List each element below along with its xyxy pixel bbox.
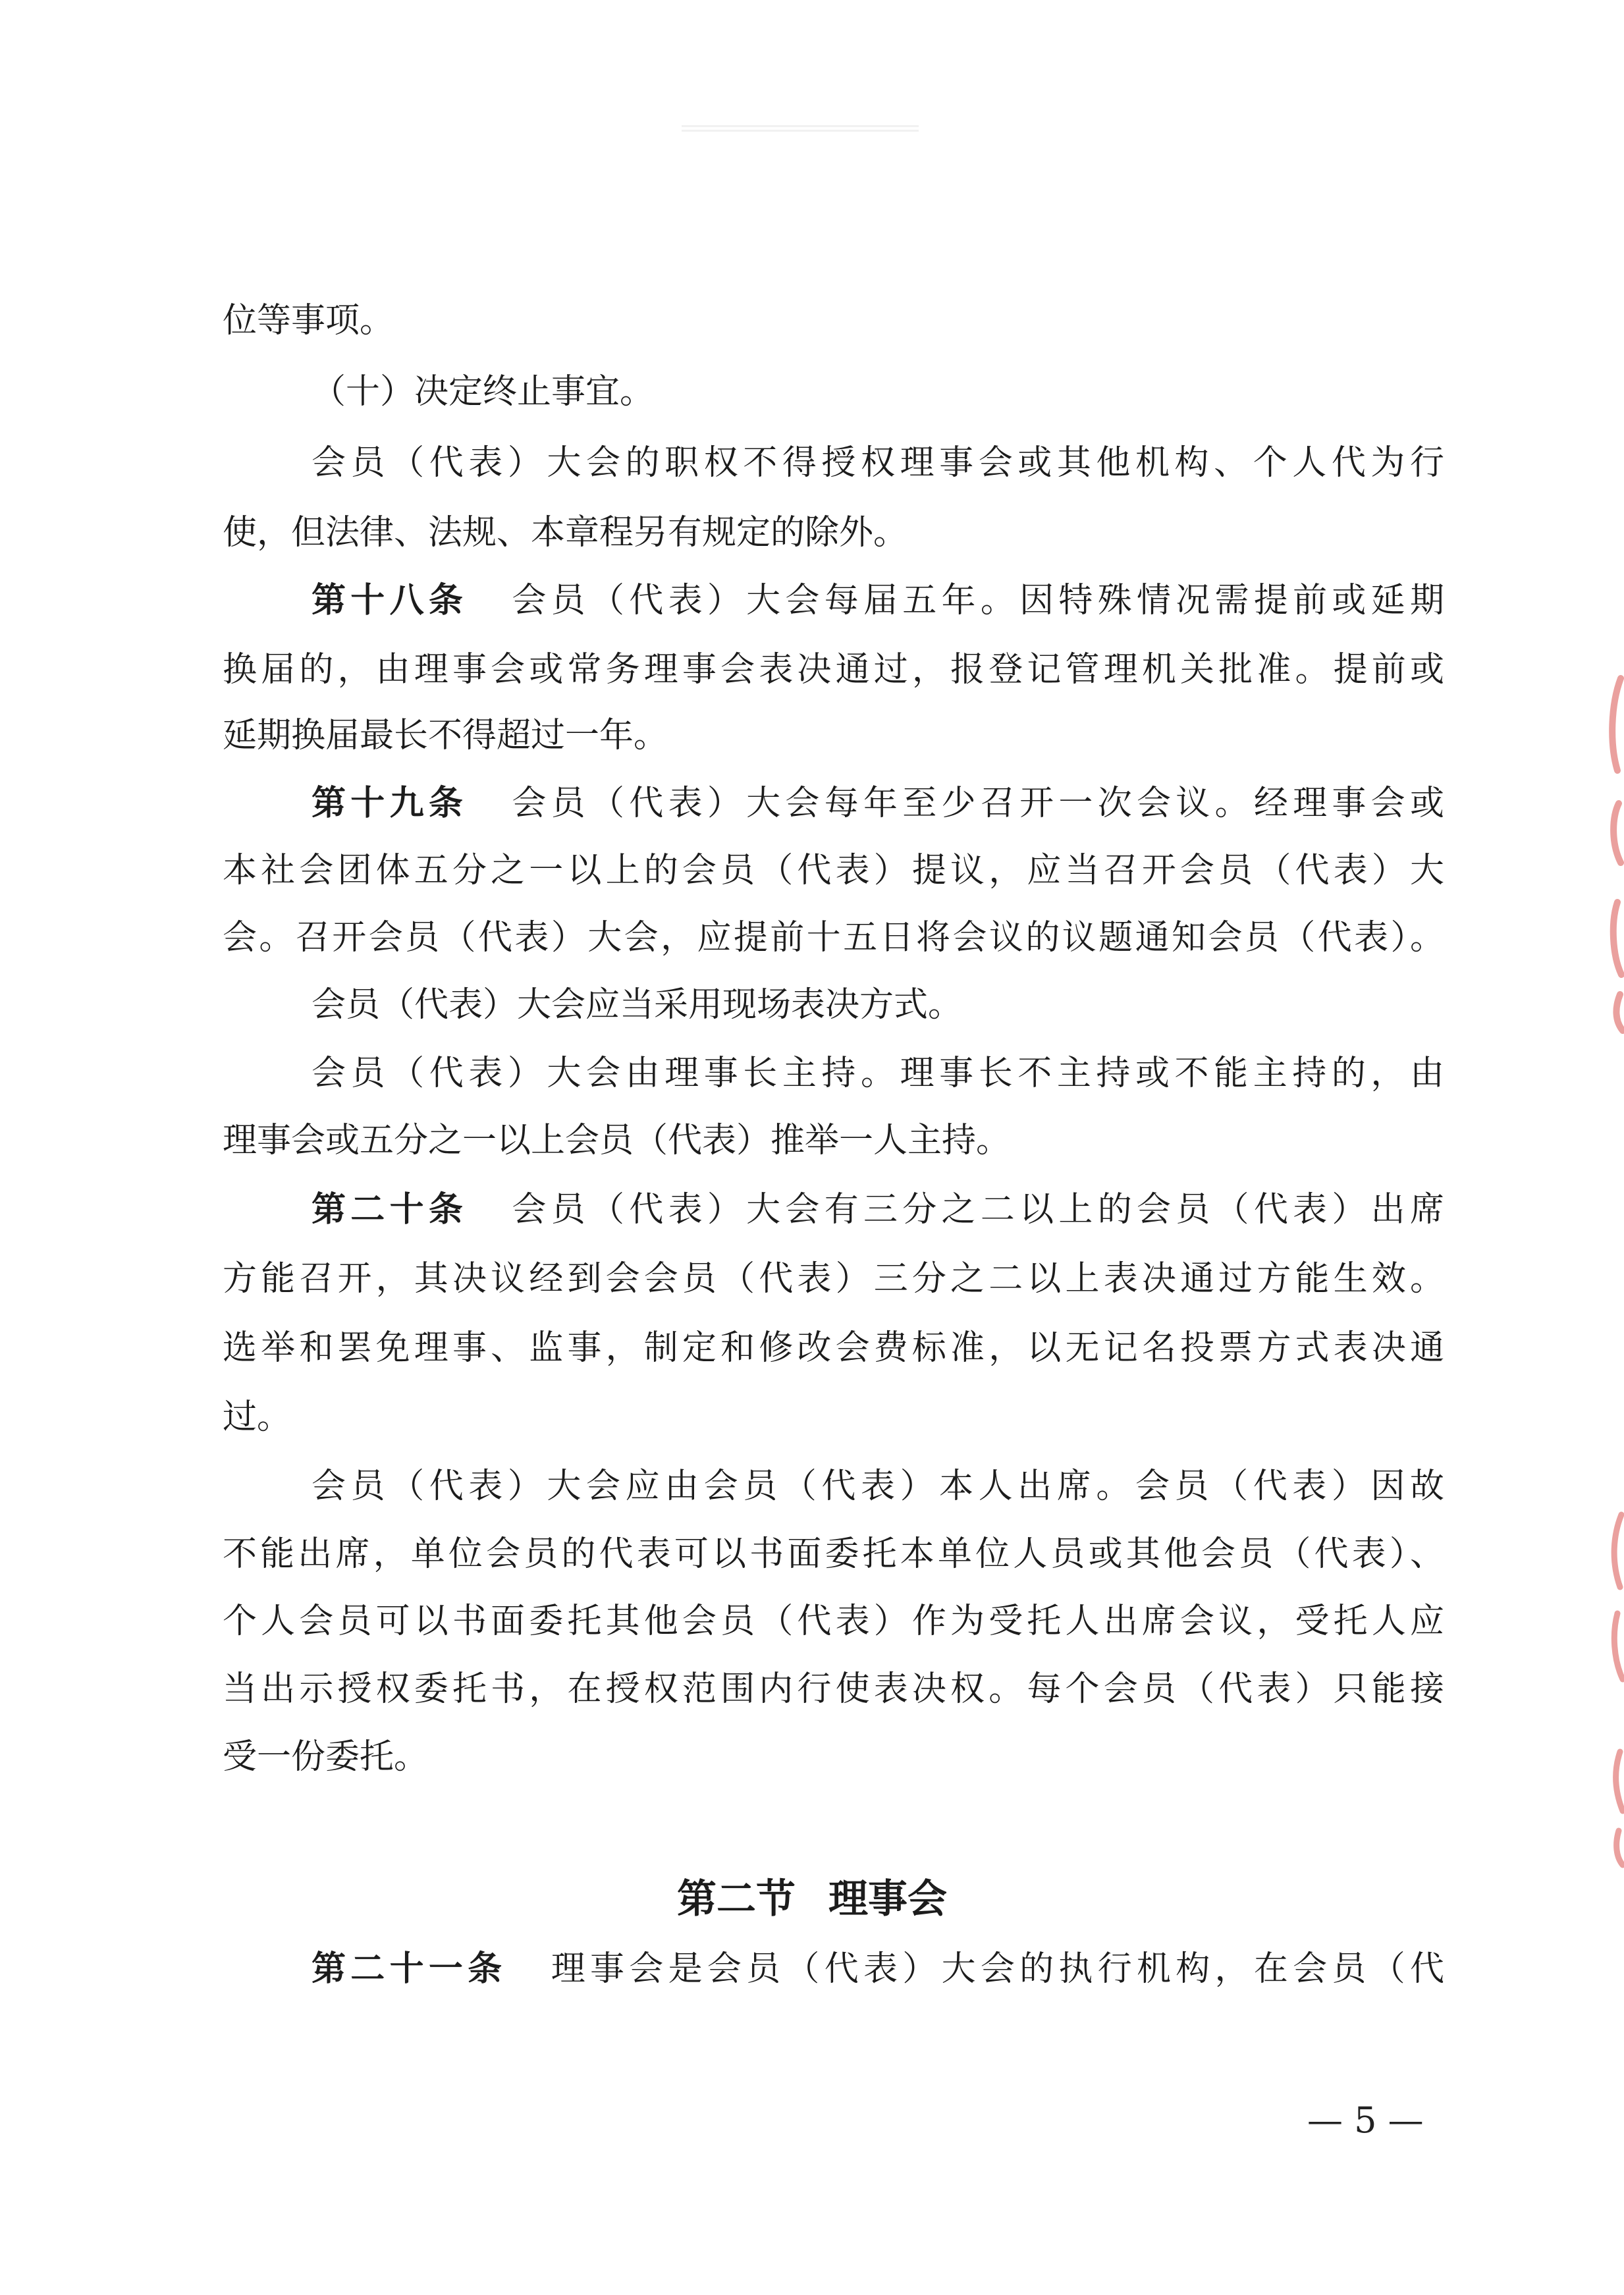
section-number: 第二节 (677, 1876, 796, 1922)
text-line: 会员（代表）大会应当采用现场表决方式。 (311, 985, 963, 1025)
red-seal-edge-top (1584, 665, 1624, 1034)
text-line: 过。 (223, 1397, 292, 1437)
text-line: 位等事项。 (223, 301, 394, 340)
text-line: 会员（代表）大会的职权不得授权理事会或其他机构、个人代为行 (311, 443, 1444, 483)
text-run: 会员（代表）大会每年至少召开一次会议。经理事会或 (507, 784, 1444, 823)
article-21-line (311, 1948, 1444, 1990)
text-run: 理事会是会员（代表）大会的执行机构，在会员（代 (546, 1949, 1444, 1989)
red-seal-edge-bottom (1584, 1501, 1624, 1870)
text-line: 选举和罢免理事、监事，制定和修改会费标准，以无记名投票方式表决通 (223, 1328, 1444, 1368)
faint-header-mark (682, 125, 919, 134)
article-18-line (311, 580, 1444, 622)
text-line: 个人会员可以书面委托其他会员（代表）作为受托人出席会议，受托人应 (223, 1602, 1444, 1641)
text-line: 换届的，由理事会或常务理事会表决通过，报登记管理机关批准。提前或 (223, 650, 1444, 689)
text-line: 受一份委托。 (223, 1737, 429, 1777)
article-label: 第十九条 (311, 783, 468, 823)
text-line: （十）决定终止事宜。 (311, 372, 655, 412)
article-label: 第二十条 (311, 1189, 468, 1229)
text-line: 使，但法律、法规、本章程另有规定的除外。 (223, 513, 908, 553)
text-line: 会。召开会员（代表）大会，应提前十五日将会议的议题通知会员（代表）。 (223, 918, 1444, 958)
text-line: 方能召开，其决议经到会会员（代表）三分之二以上表决通过方能生效。 (223, 1259, 1444, 1299)
article-label: 第十八条 (311, 580, 468, 620)
text-run: 会员（代表）大会有三分之二以上的会员（代表）出席 (507, 1190, 1444, 1229)
article-19-line (311, 782, 1444, 824)
section-heading (0, 1876, 1624, 1923)
article-label: 第二十一条 (311, 1949, 507, 1989)
text-line: 理事会或五分之一以上会员（代表）推举一人主持。 (223, 1121, 1011, 1160)
section-title: 理事会 (828, 1876, 947, 1922)
text-line: 不能出席，单位会员的代表可以书面委托本单位人员或其他会员（代表）、 (223, 1534, 1444, 1574)
article-20-line (311, 1189, 1444, 1231)
page-number: — 5 — (1307, 2099, 1424, 2141)
text-line: 本社会团体五分之一以上的会员（代表）提议，应当召开会员（代表）大 (223, 851, 1444, 890)
text-line: 当出示授权委托书，在授权范围内行使表决权。每个会员（代表）只能接 (223, 1669, 1444, 1709)
text-line: 会员（代表）大会应由会员（代表）本人出席。会员（代表）因故 (311, 1467, 1444, 1506)
text-line: 延期换届最长不得超过一年。 (223, 716, 668, 755)
text-line: 会员（代表）大会由理事长主持。理事长不主持或不能主持的，由 (311, 1054, 1444, 1093)
text-run: 会员（代表）大会每届五年。因特殊情况需提前或延期 (507, 581, 1444, 620)
